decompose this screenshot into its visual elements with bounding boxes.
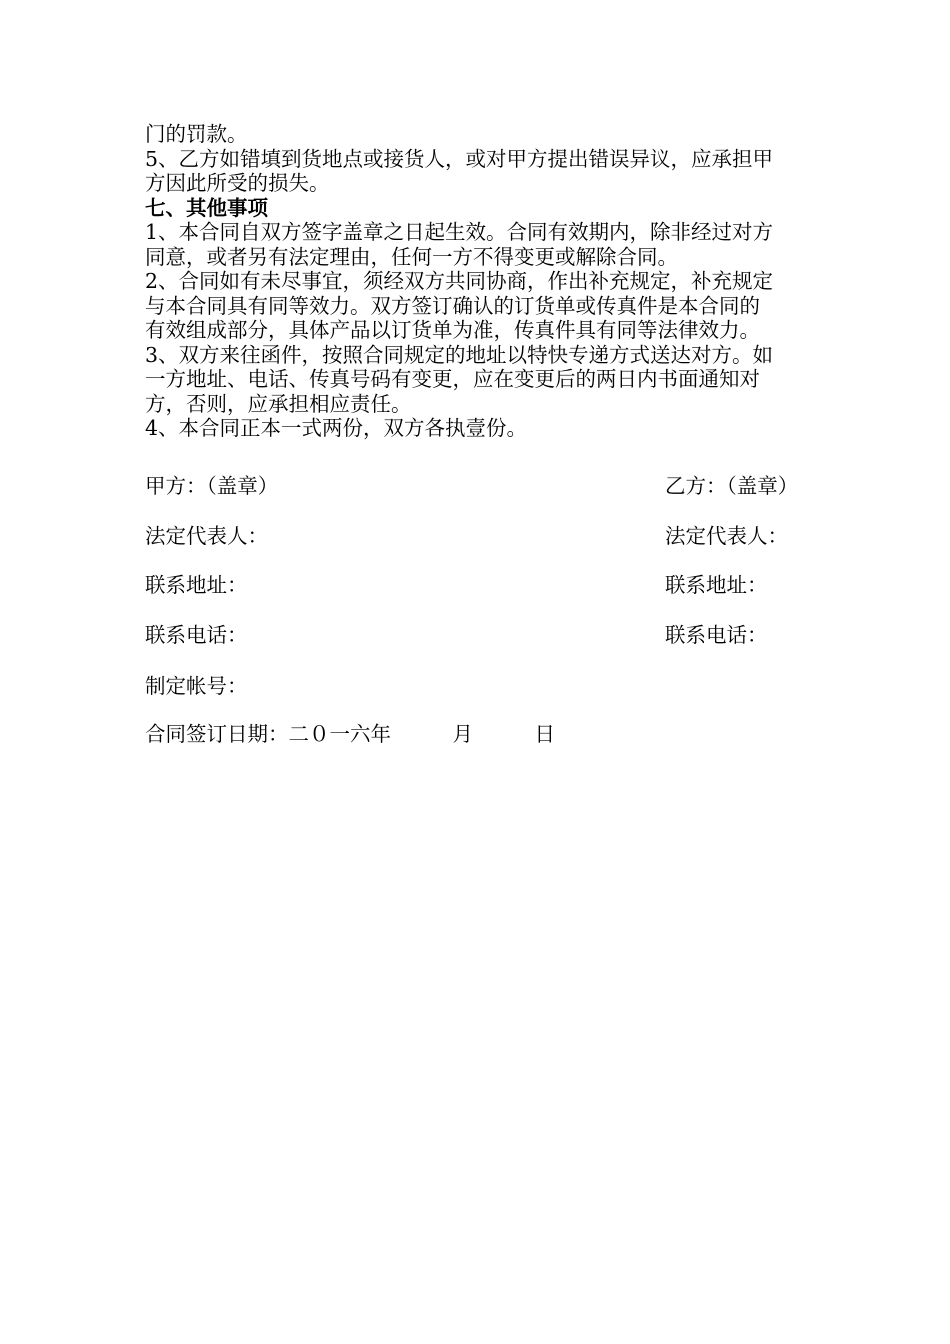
party-b-phone-label: 联系电话：: [665, 623, 768, 647]
signature-account-row: [145, 673, 810, 699]
signature-phone-row: [145, 622, 810, 648]
body-line: 同意，或者另有法定理由，任何一方不得变更或解除合同。: [145, 244, 678, 269]
signing-date-label: 合同签订日期：二０一六年 月 日: [145, 722, 555, 746]
party-a-phone-label: 联系电话：: [145, 623, 248, 647]
party-b-label: 乙方：（盖章）: [665, 474, 799, 498]
body-line: 有效组成部分，具体产品以订货单为准，传真件具有同等法律效力。: [145, 318, 760, 342]
body-line: 门的罚款。: [145, 122, 248, 146]
body-line: 方因此所受的损失。: [145, 171, 330, 195]
signature-party-row: [145, 473, 810, 499]
body-line: 与本合同具有同等效力。双方签订确认的订货单或传真件是本合同的: [145, 293, 760, 318]
body-line: 1、本合同自双方签字盖章之日起生效。合同有效期内，除非经过对方: [145, 220, 774, 244]
party-b-rep-label: 法定代表人：: [665, 524, 788, 548]
body-line: 3、双方来往函件，按照合同规定的地址以特快专递方式送达对方。如: [145, 342, 774, 367]
body-line: 一方地址、电话、传真号码有变更，应在变更后的两日内书面通知对: [145, 367, 760, 391]
party-b-address-label: 联系地址：: [665, 573, 768, 597]
body-line: 2、合同如有未尽事宜，须经双方共同协商，作出补充规定，补充规定: [145, 269, 774, 293]
party-a-rep-label: 法定代表人：: [145, 524, 268, 548]
body-line: 5、乙方如错填到货地点或接货人，或对甲方提出错误异议，应承担甲: [145, 146, 774, 171]
signature-address-row: [145, 572, 810, 598]
party-a-label: 甲方：（盖章）: [145, 474, 279, 498]
body-line: 4、本合同正本一式两份，双方各执壹份。: [145, 416, 528, 440]
party-a-address-label: 联系地址：: [145, 573, 248, 597]
signature-rep-row: [145, 523, 810, 549]
account-label: 制定帐号：: [145, 674, 248, 698]
section-title: 七、其他事项: [145, 195, 268, 220]
body-line: 方，否则，应承担相应责任。: [145, 391, 412, 416]
contract-body: [145, 122, 810, 441]
signing-date-row: [145, 721, 810, 747]
